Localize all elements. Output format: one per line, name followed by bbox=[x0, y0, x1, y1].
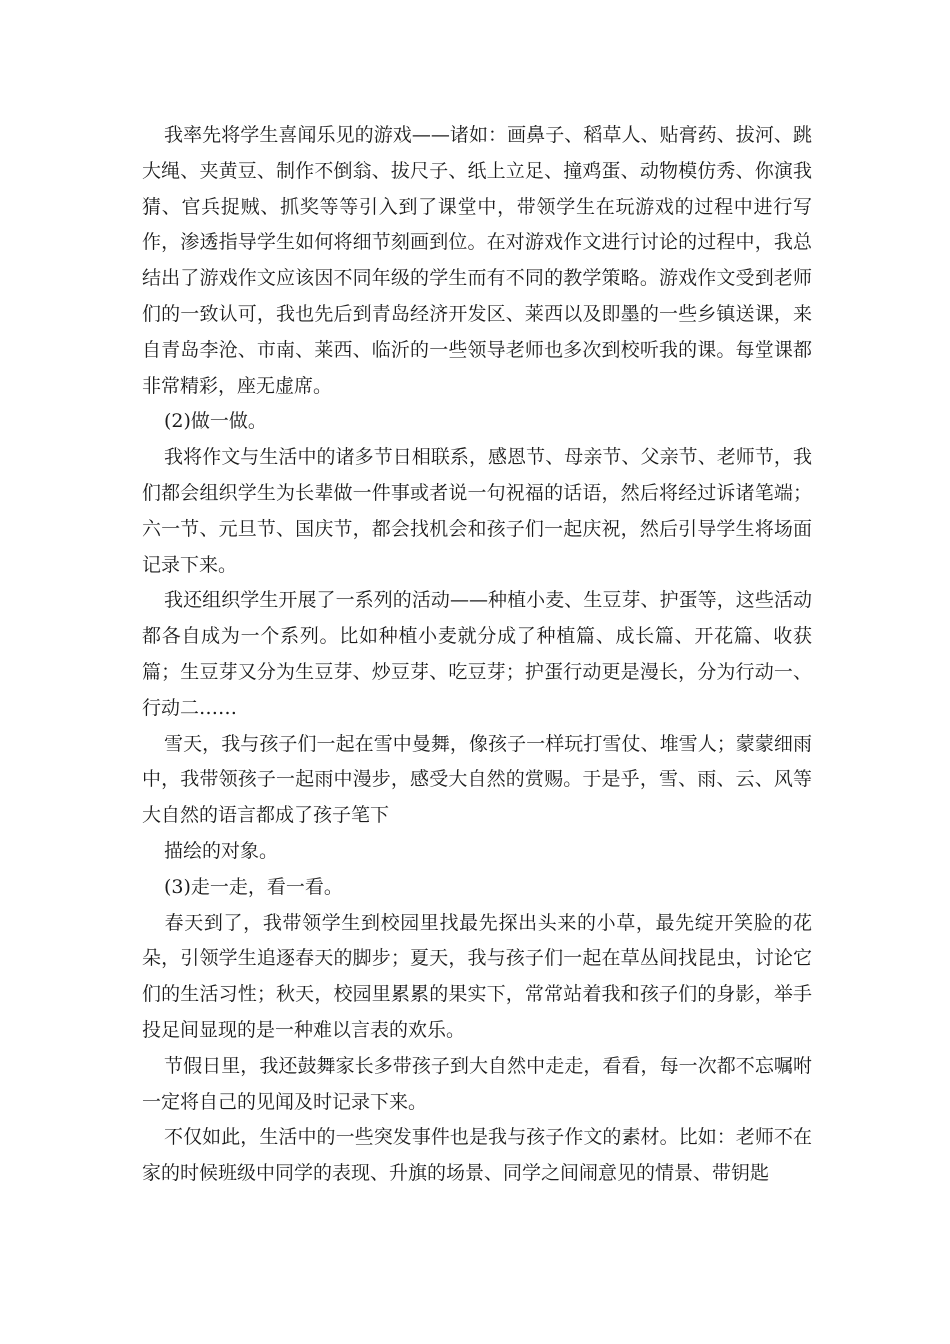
paragraph-events-text: 不仅如此，生活中的一些突发事件也是我与孩子作文的素材。比如：老师不在家的时候班级中同学的表现、升旗的场景、同学之间闹意见的情景、带钥匙 bbox=[142, 1126, 812, 1185]
paragraph-weather-tail bbox=[142, 834, 812, 870]
paragraph-events bbox=[142, 1120, 812, 1192]
paragraph-activities-text: 我还组织学生开展了一系列的活动——种植小麦、生豆芽、护蛋等，这些活动都各自成为一个系列。比如种植小麦就分成了种植篇、成长篇、开花篇、收获篇；生豆芽又分为生豆芽、炒豆芽、吃豆芽；护蛋行动更是漫长，分为行动一、行动二…… bbox=[142, 589, 812, 719]
paragraph-holidays-text: 节假日里，我还鼓舞家长多带孩子到大自然中走走，看看，每一次都不忘嘱咐一定将自己的见闻及时记录下来。 bbox=[142, 1054, 812, 1113]
paragraph-weather-text: 雪天，我与孩子们一起在雪中曼舞，像孩子一样玩打雪仗、堆雪人；蒙蒙细雨中，我带领孩子一起雨中漫步，感受大自然的赏赐。于是乎，雪、雨、云、风等大自然的语言都成了孩子笔下 bbox=[142, 732, 812, 827]
paragraph-holidays bbox=[142, 1049, 812, 1121]
paragraph-games-text: 我率先将学生喜闻乐见的游戏——诸如：画鼻子、稻草人、贴膏药、拔河、跳大绳、夹黄豆、制作不倒翁、拔尺子、纸上立足、撞鸡蛋、动物模仿秀、你演我猜、官兵捉贼、抓奖等等引入到了课堂中，带领学生在玩游戏的过程中进行写作，渗透指导学生如何将细节刻画到位。在对游戏作文进行讨论的过程中，我总结出了游戏作文应该因不同年级的学生而有不同的教学策略。游戏作文受到老师们的一致认可，我也先后到青岛经济开发区、莱西以及即墨的一些乡镇送课，来自青岛李沧、市南、莱西、临沂的一些领导老师也多次到校听我的课。每堂课都非常精彩，座无虚席。 bbox=[142, 124, 812, 397]
paragraph-heading-walk-text: (3)走一走，看一看。 bbox=[164, 875, 343, 898]
paragraph-weather bbox=[142, 727, 812, 834]
paragraph-games bbox=[142, 118, 812, 404]
paragraph-heading-do-text: (2)做一做。 bbox=[164, 410, 267, 433]
paragraph-festivals-text: 我将作文与生活中的诸多节日相联系，感恩节、母亲节、父亲节、老师节，我们都会组织学生为长辈做一件事或者说一句祝福的话语，然后将经过诉诸笔端；六一节、元旦节、国庆节，都会找机会和孩子们一起庆祝，然后引导学生将场面记录下来。 bbox=[142, 446, 812, 576]
paragraph-weather-tail-text: 描绘的对象。 bbox=[164, 839, 279, 862]
paragraph-seasons-text: 春天到了，我带领学生到校园里找最先探出头来的小草，最先绽开笑脸的花朵，引领学生追逐春天的脚步；夏天，我与孩子们一起在草丛间找昆虫，讨论它们的生活习性；秋天，校园里累累的果实下，常常站着我和孩子们的身影，举手投足间显现的是一种难以言表的欢乐。 bbox=[142, 911, 812, 1041]
paragraph-festivals bbox=[142, 440, 812, 583]
paragraph-seasons bbox=[142, 906, 812, 1049]
paragraph-activities bbox=[142, 583, 812, 726]
document-body bbox=[142, 118, 812, 1192]
paragraph-heading-do bbox=[142, 404, 812, 440]
paragraph-heading-walk bbox=[142, 870, 812, 906]
